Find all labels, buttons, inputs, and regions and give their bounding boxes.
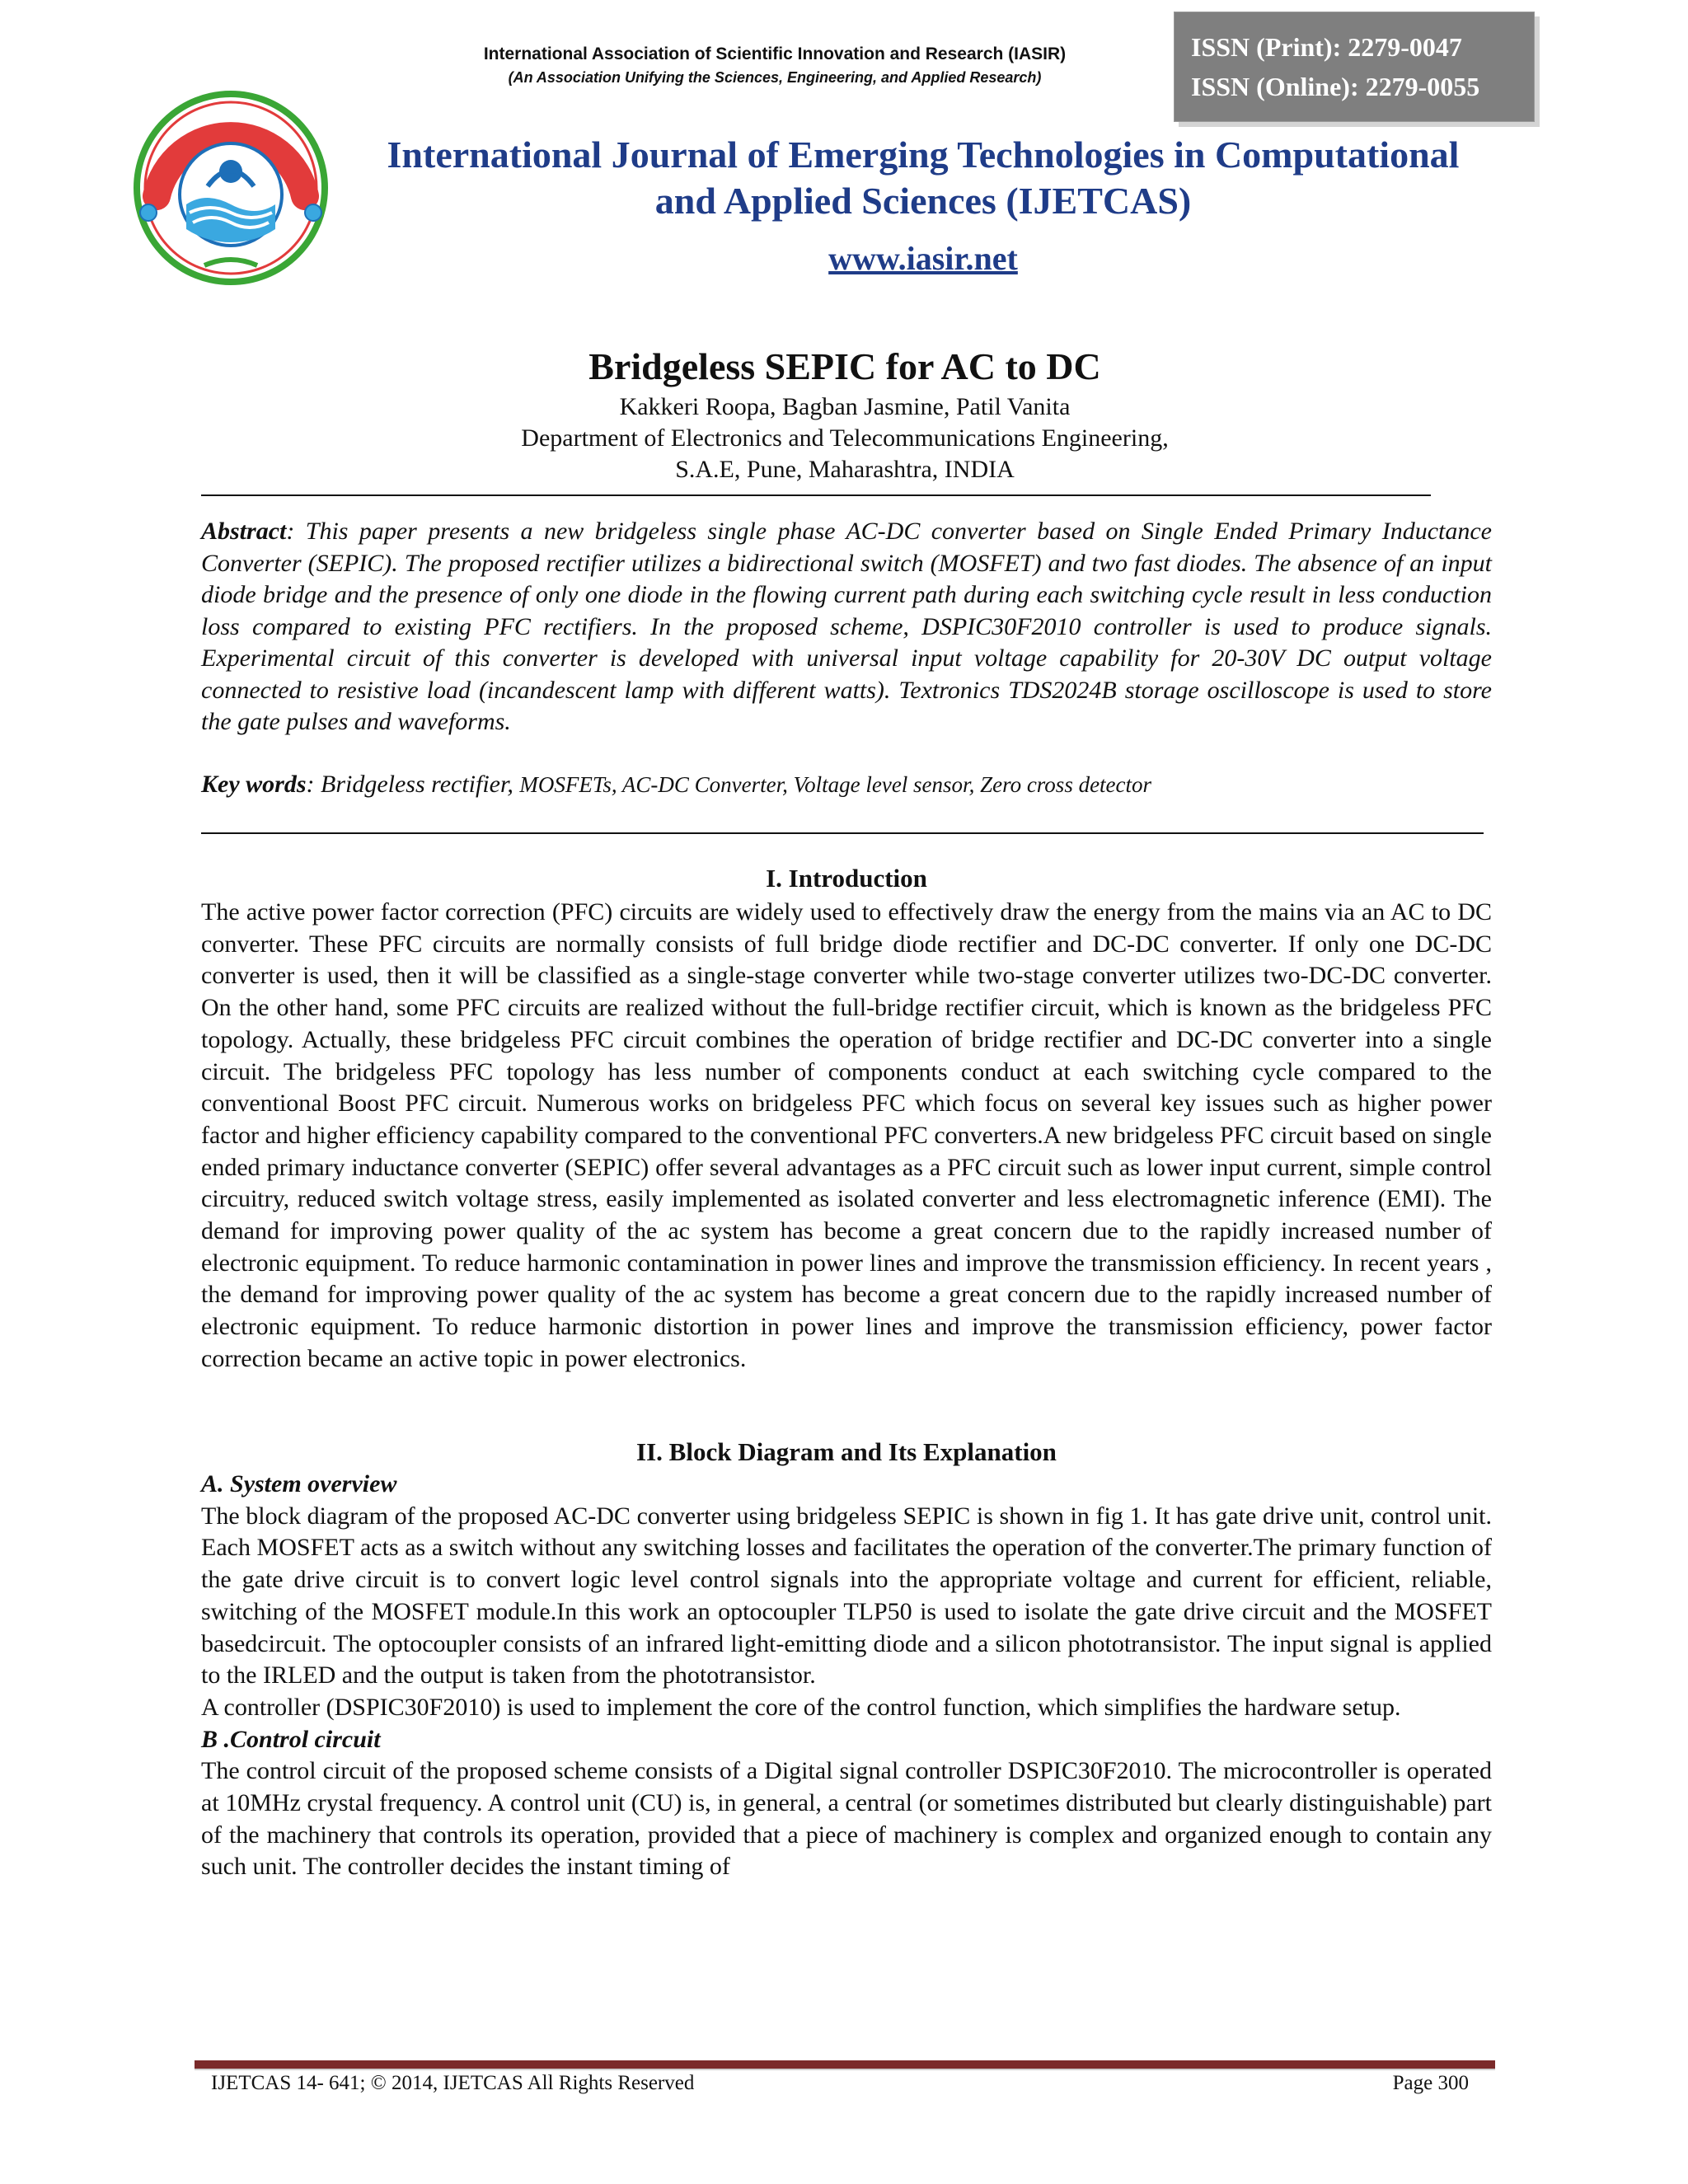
- keywords-label: Key words: [201, 771, 307, 798]
- introduction-paragraph: The active power factor correction (PFC) circuits are widely used to effectively draw the energy from the mains via an AC to DC converter. These PFC circuits are normally consists of full bridge diode rectifier and DC-DC converter. If only one DC-DC converter is used, then it will be classified as a single-stage converter while two-stage converter utilizes two-DC-DC converter. On the other hand, some PFC circuits are realized without the full-bridge rectifier circuit, which is known as the bridgeless PFC topology. Actually, these bridgeless PFC circuit combines the operation of bridge rectifier and DC-DC converter into a single circuit. The bridgeless PFC topology has less number of components conduct at each switching cycle compared to the conventional Boost PFC circuit. Numerous works on bridgeless PFC which focus on several key issues such as higher power factor and higher efficiency capability compared to the conventional PFC converters.A new bridgeless PFC circuit based on single ended primary inductance converter (SEPIC) offer several advantages as a PFC circuit such as lower input current, simple control circuitry, reduced switch voltage stress, easily implemented as isolated converter and less electromagnetic inference (EMI). The demand for improving power quality of the ac system has become a great concern due to the rapidly increased number of electronic equipment. To reduce harmonic contamination in power lines and improve the transmission efficiency. In recent years , the demand for improving power quality of the ac system has become a great concern due to the rapidly increased number of electronic equipment. To reduce harmonic distortion in power lines and improve the transmission efficiency, power factor correction became an active topic in power electronics.: [201, 898, 1492, 1372]
- page-number: Page 300: [1392, 2072, 1469, 2094]
- introduction-text: [201, 897, 1492, 1376]
- issn-print: ISSN (Print): 2279-0047: [1191, 32, 1462, 62]
- block-diagram-text: [201, 1469, 1492, 1883]
- website-container: [346, 239, 1500, 278]
- author-block: [198, 391, 1492, 485]
- keywords-lead: : Bridgeless rectifier,: [306, 771, 520, 798]
- keywords: [201, 771, 1492, 799]
- journal-title: [346, 132, 1500, 224]
- issn-online: ISSN (Online): 2279-0055: [1191, 72, 1480, 101]
- divider-top: [201, 494, 1431, 496]
- journal-logo: [132, 89, 330, 287]
- footer-rule: [195, 2060, 1495, 2070]
- section-heading-block-diagram: II. Block Diagram and Its Explanation: [636, 1437, 1057, 1466]
- journal-title-line1: International Journal of Emerging Technologies in Computational: [387, 134, 1460, 176]
- subsection-system-overview: A. System overview: [201, 1470, 397, 1497]
- department: Department of Electronics and Telecommunications Engineering,: [521, 424, 1169, 452]
- divider-bottom: [201, 832, 1484, 834]
- abstract-text: : This paper presents a new bridgeless single phase AC-DC converter based on Single Ended Primary Inductance Converter (SEPIC). The proposed rectifier utilizes a bidirectional switch (MOSFET) and two fast diodes. The absence of an input diode bridge and the presence of only one diode in the flowing current path during each switching cycle result in less conduction loss compared to existing PFC rectifiers. In the proposed scheme, DSPIC30F2010 controller is used to produce signals. Experimental circuit of this converter is developed with universal input voltage capability for 20-30V DC output voltage connected to resistive load (incandescent lamp with different watts). Textronics TDS2024B storage oscilloscope is used to store the gate pulses and waveforms.: [201, 518, 1492, 735]
- section-heading-introduction: I. Introduction: [766, 864, 927, 893]
- issn-box: [1174, 12, 1535, 122]
- footer-copyright: IJETCAS 14- 641; © 2014, IJETCAS All Rights Reserved: [211, 2072, 695, 2094]
- subsection-control-circuit: B .Control circuit: [201, 1725, 381, 1753]
- authors: Kakkeri Roopa, Bagban Jasmine, Patil Vanita: [619, 393, 1071, 420]
- association-name: International Association of Scientific Innovation and Research (IASIR): [483, 45, 1067, 63]
- system-overview-paragraph-2: A controller (DSPIC30F2010) is used to implement the core of the control function, which simplifies the hardware setup.: [201, 1693, 1401, 1721]
- keywords-rest: MOSFETs, AC-DC Converter, Voltage level sensor, Zero cross detector: [519, 772, 1152, 797]
- abstract-label: Abstract: [201, 518, 287, 545]
- paper-title: Bridgeless SEPIC for AC to DC: [588, 345, 1101, 387]
- association-header: [429, 43, 1121, 89]
- association-subtitle: (An Association Unifying the Sciences, Engineering, and Applied Research): [508, 69, 1042, 86]
- journal-title-line2: and Applied Sciences (IJETCAS): [654, 180, 1192, 222]
- control-circuit-paragraph: The control circuit of the proposed scheme consists of a Digital signal controller DSPIC30F2010. The microcontroller is operated at 10MHz crystal frequency. A control unit (CU) is, in general, a central (or sometimes distributed but clearly distinguishable) part of the machinery that controls its operation, provided that a piece of machinery is complex and organized enough to contain any such unit. The controller decides the instant timing of: [201, 1757, 1492, 1881]
- abstract: [201, 516, 1492, 738]
- website-link[interactable]: www.iasir.net: [828, 240, 1018, 277]
- system-overview-paragraph-1: The block diagram of the proposed AC-DC converter using bridgeless SEPIC is shown in fig 1. It has gate drive unit, control unit. Each MOSFET acts as a switch without any switching losses and facilitates the operation of the converter.The primary function of the gate drive circuit is to convert logic level control signals into the appropriate voltage and current for efficient, reliable, switching of the MOSFET module.In this work an optocoupler TLP50 is used to isolate the gate drive circuit and the MOSFET basedcircuit. The optocoupler consists of an infrared light-emitting diode and a silicon phototransistor. The input signal is applied to the IRLED and the output is taken from the phototransistor.: [201, 1502, 1492, 1690]
- institution: S.A.E, Pune, Maharashtra, INDIA: [675, 456, 1015, 483]
